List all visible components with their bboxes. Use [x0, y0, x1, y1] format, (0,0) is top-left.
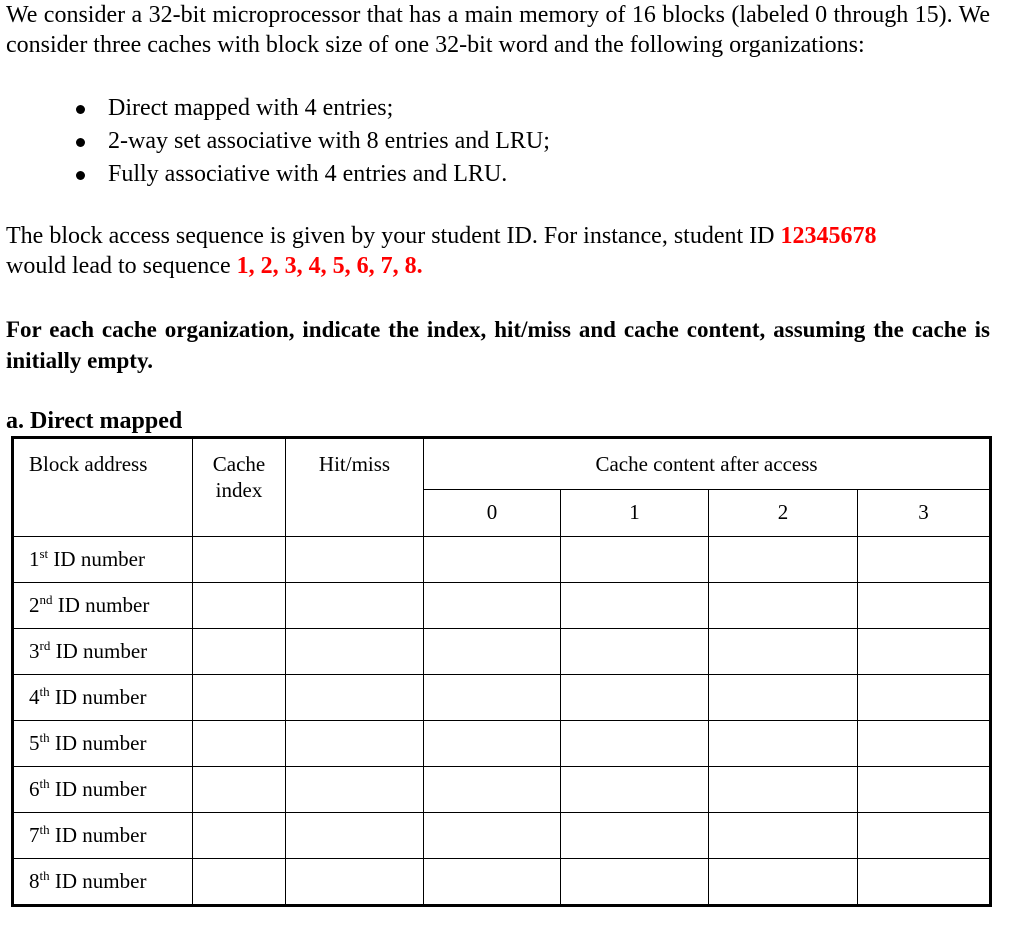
- row-label: [13, 583, 193, 629]
- table-row: [13, 583, 991, 629]
- content-slot-1-cell[interactable]: [561, 537, 709, 583]
- content-slot-3-cell[interactable]: [858, 767, 991, 813]
- table-body: [13, 537, 991, 906]
- content-slot-1-cell[interactable]: [561, 813, 709, 859]
- content-slot-2-cell[interactable]: [709, 675, 858, 721]
- header-block-address: Block address: [13, 438, 193, 537]
- hit-miss-cell[interactable]: [286, 675, 424, 721]
- sequence-paragraph: [6, 221, 990, 281]
- row-ordinal-suffix: rd: [39, 638, 51, 653]
- row-label-text: ID number: [48, 547, 145, 571]
- bullet-icon: [76, 138, 85, 147]
- row-ordinal: 1: [29, 547, 40, 571]
- content-slot-3-cell[interactable]: [858, 629, 991, 675]
- cache-index-cell[interactable]: [193, 721, 286, 767]
- organization-item: [6, 92, 990, 125]
- header-cache-index-line2: index: [215, 478, 263, 502]
- row-label-text: ID number: [50, 639, 148, 663]
- row-label: [13, 721, 193, 767]
- row-ordinal: 7: [29, 823, 40, 847]
- organization-text: 2-way set associative with 8 entries and LRU;: [108, 128, 550, 154]
- content-slot-2-cell[interactable]: [709, 721, 858, 767]
- content-slot-1-cell[interactable]: [561, 767, 709, 813]
- hit-miss-cell[interactable]: [286, 721, 424, 767]
- content-slot-3-cell[interactable]: [858, 537, 991, 583]
- hit-miss-cell[interactable]: [286, 629, 424, 675]
- cache-index-cell[interactable]: [193, 537, 286, 583]
- row-label: [13, 767, 193, 813]
- cache-index-cell[interactable]: [193, 675, 286, 721]
- header-cache-content: Cache content after access: [424, 438, 991, 490]
- cache-index-cell[interactable]: [193, 859, 286, 906]
- row-ordinal: 3: [29, 639, 40, 663]
- row-label: [13, 675, 193, 721]
- row-label-text: ID number: [52, 593, 150, 617]
- instruction-paragraph: For each cache organization, indicate the index, hit/miss and cache content, assuming the cache is initially empty.: [6, 317, 990, 373]
- hit-miss-cell[interactable]: [286, 537, 424, 583]
- cache-index-cell[interactable]: [193, 813, 286, 859]
- content-slot-1-cell[interactable]: [561, 675, 709, 721]
- content-slot-2-cell[interactable]: [709, 767, 858, 813]
- cache-index-cell[interactable]: [193, 583, 286, 629]
- header-slot-2: 2: [709, 490, 858, 537]
- row-ordinal-suffix: st: [39, 546, 49, 561]
- table-row: [13, 675, 991, 721]
- content-slot-2-cell[interactable]: [709, 813, 858, 859]
- row-label-text: ID number: [49, 685, 147, 709]
- header-hit-miss: Hit/miss: [286, 438, 424, 537]
- table-row: [13, 629, 991, 675]
- header-cache-index-line1: Cache: [212, 452, 266, 476]
- table-row: [13, 721, 991, 767]
- intro-paragraph: We consider a 32-bit microprocessor that has a main memory of 16 blocks (labeled 0 through 15). We consider three caches with block size of one 32-bit word and the following organizations:: [6, 2, 990, 58]
- row-label-text: ID number: [49, 777, 147, 801]
- content-slot-3-cell[interactable]: [858, 721, 991, 767]
- row-label: [13, 537, 193, 583]
- section-title-direct-mapped: a. Direct mapped: [6, 408, 183, 434]
- content-slot-0-cell[interactable]: [424, 721, 561, 767]
- row-ordinal-suffix: th: [39, 776, 50, 791]
- header-slot-0: 0: [424, 490, 561, 537]
- row-ordinal-suffix: th: [39, 868, 50, 883]
- content-slot-1-cell[interactable]: [561, 583, 709, 629]
- row-ordinal-suffix: th: [39, 822, 50, 837]
- cache-index-cell[interactable]: [193, 767, 286, 813]
- sequence-text-2: would lead to sequence: [6, 253, 237, 279]
- content-slot-2-cell[interactable]: [709, 583, 858, 629]
- row-ordinal-suffix: th: [39, 730, 50, 745]
- hit-miss-cell[interactable]: [286, 767, 424, 813]
- table-header-row: [13, 438, 991, 490]
- row-ordinal: 6: [29, 777, 40, 801]
- row-ordinal: 4: [29, 685, 40, 709]
- content-slot-0-cell[interactable]: [424, 583, 561, 629]
- row-label-text: ID number: [49, 869, 147, 893]
- hit-miss-cell[interactable]: [286, 583, 424, 629]
- sequence-text-1: The block access sequence is given by your student ID. For instance, student ID: [6, 223, 781, 249]
- content-slot-0-cell[interactable]: [424, 537, 561, 583]
- content-slot-2-cell[interactable]: [709, 629, 858, 675]
- table-row: [13, 859, 991, 906]
- content-slot-0-cell[interactable]: [424, 813, 561, 859]
- row-ordinal: 8: [29, 869, 40, 893]
- content-slot-2-cell[interactable]: [709, 537, 858, 583]
- header-cache-index: [193, 438, 286, 537]
- row-label: [13, 629, 193, 675]
- header-slot-1: 1: [561, 490, 709, 537]
- content-slot-1-cell[interactable]: [561, 721, 709, 767]
- row-ordinal: 2: [29, 593, 40, 617]
- hit-miss-cell[interactable]: [286, 859, 424, 906]
- row-ordinal-suffix: nd: [39, 592, 53, 607]
- row-label: [13, 813, 193, 859]
- row-label: [13, 859, 193, 906]
- direct-mapped-table: [11, 436, 992, 907]
- table-row: [13, 537, 991, 583]
- organization-item: [6, 158, 990, 191]
- row-ordinal-suffix: th: [39, 684, 50, 699]
- organization-list: [6, 92, 990, 191]
- content-slot-0-cell[interactable]: [424, 629, 561, 675]
- hit-miss-cell[interactable]: [286, 813, 424, 859]
- organization-text: Fully associative with 4 entries and LRU.: [108, 161, 508, 187]
- content-slot-3-cell[interactable]: [858, 583, 991, 629]
- content-slot-0-cell[interactable]: [424, 675, 561, 721]
- example-sequence: 1, 2, 3, 4, 5, 6, 7, 8.: [236, 253, 423, 279]
- content-slot-3-cell[interactable]: [858, 859, 991, 906]
- content-slot-0-cell[interactable]: [424, 859, 561, 906]
- content-slot-0-cell[interactable]: [424, 767, 561, 813]
- row-label-text: ID number: [49, 731, 147, 755]
- organization-item: [6, 125, 990, 158]
- content-slot-1-cell[interactable]: [561, 859, 709, 906]
- content-slot-2-cell[interactable]: [709, 859, 858, 906]
- content-slot-3-cell[interactable]: [858, 675, 991, 721]
- table-row: [13, 813, 991, 859]
- cache-index-cell[interactable]: [193, 629, 286, 675]
- bullet-icon: [76, 171, 85, 180]
- row-label-text: ID number: [49, 823, 147, 847]
- organization-text: Direct mapped with 4 entries;: [108, 95, 394, 121]
- content-slot-1-cell[interactable]: [561, 629, 709, 675]
- bullet-icon: [76, 105, 85, 114]
- row-ordinal: 5: [29, 731, 40, 755]
- content-slot-3-cell[interactable]: [858, 813, 991, 859]
- table-row: [13, 767, 991, 813]
- header-slot-3: 3: [858, 490, 991, 537]
- example-student-id: 12345678: [780, 223, 877, 249]
